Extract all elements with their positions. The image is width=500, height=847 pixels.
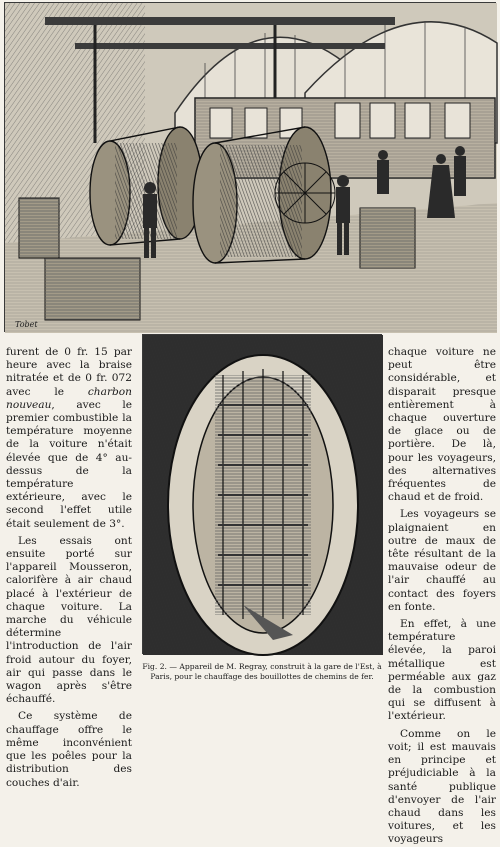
station-engraving-art [5, 3, 497, 333]
left-paragraph-3: Ce système de chauffage offre le même inconvénient que les poêles pour la distribution des couches d'air. [6, 710, 132, 789]
apparatus-section-engraving [142, 334, 382, 654]
right-text-column [388, 346, 496, 846]
right-paragraph-2: Les voyageurs se plaignaient en outre de maux de tête résultant de la mauvaise odeur de l'air chauffé au contact des foyers en fonte. [388, 508, 496, 613]
left-paragraph-2: Les essais ont ensuite porté sur l'appareil Mousseron, calorifère à air chaud placé à l'extérieur de chaque voiture. La marche du véhicule détermine l'introduction de l'air froid autour du foyer, air qui passe dans le wagon après s'être échauffé. [6, 534, 132, 706]
apparatus-section-art [143, 335, 383, 655]
left-text-column [6, 346, 132, 789]
left-paragraph-1 [6, 346, 132, 531]
left-p1-start: furent de 0 fr. 15 par heure avec la braise nitratée et de 0 fr. 072 avec le [6, 346, 132, 398]
right-paragraph-3: En effet, à une température élevée, la paroi métallique est perméable aux gaz de la combustion qui se diffusent à l'extérieur. [388, 618, 496, 723]
right-paragraph-4: Comme on le voit; il est mauvais en principe et préjudiciable à la santé publique d'envoyer de l'air chaud dans les voitures, et les voyageurs [388, 727, 496, 846]
station-engraving [4, 2, 496, 332]
figure-caption: Fig. 2. — Appareil de M. Regray, construit à la gare de l'Est, à Paris, pour le chauffage des bouillottes de chemins de fer. [142, 662, 382, 681]
left-p1-end: , avec le premier combustible la température moyenne de la voiture n'était élevée que de 4° au-dessus de la température extérieure, avec le second l'effet utile était seulement de 3°. [6, 398, 132, 530]
left-p1-italic: charbon nouveau [6, 385, 132, 411]
right-paragraph-1: chaque voiture ne peut être considérable, et disparait presque entièrement à chaque ouverture de glace ou de portière. De là, pour les voyageurs, des alternatives fréquentes de chaud et de froid. [388, 346, 496, 504]
engraver-signature: Tobet [15, 320, 38, 329]
